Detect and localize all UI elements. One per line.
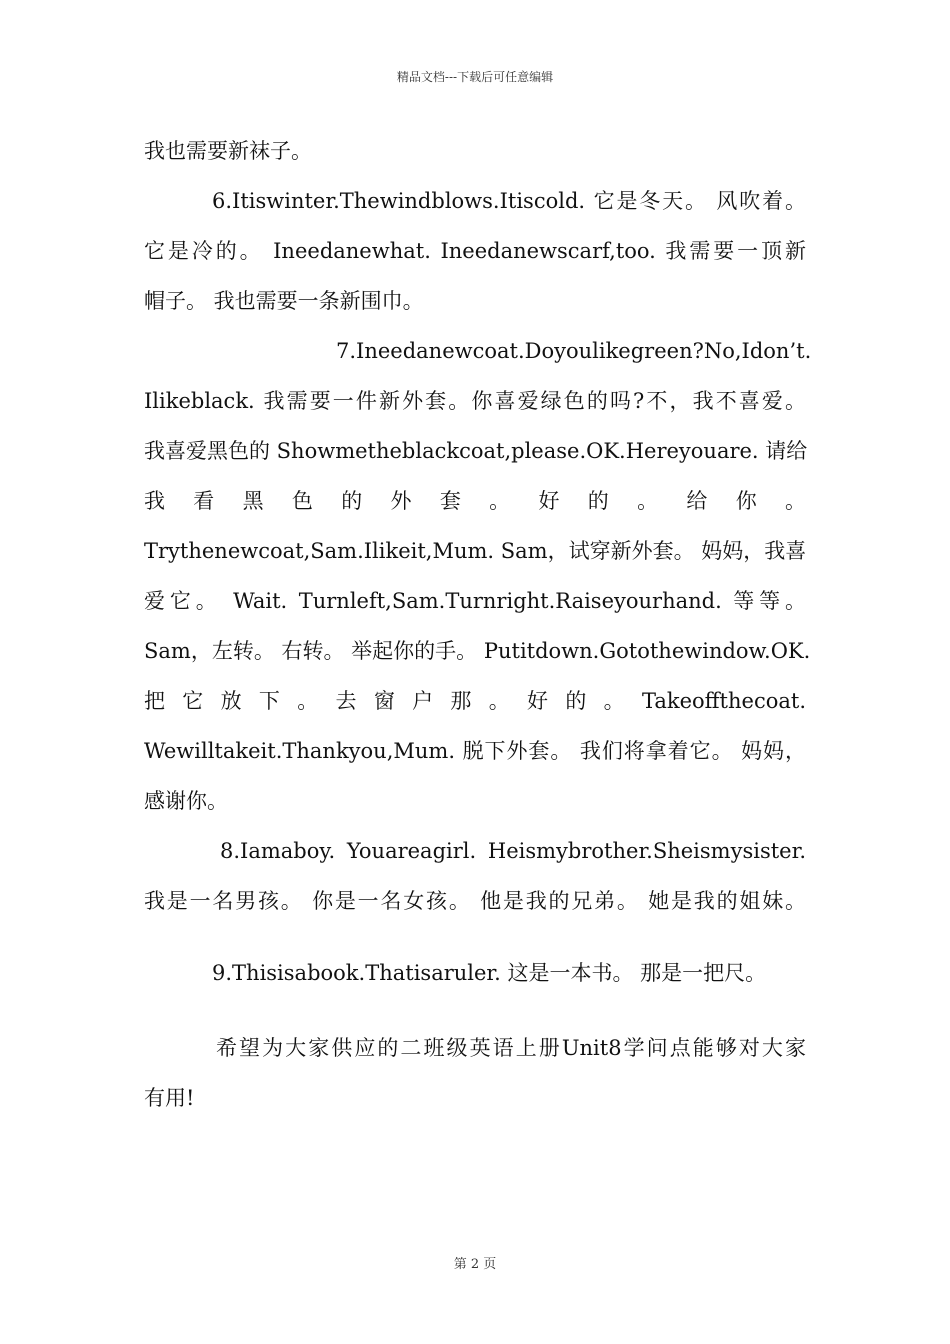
text-line: Wewilltakeit.Thankyou,Mum. 脱下外套。 我们将拿着它。 妈妈， (144, 739, 806, 763)
text-line: 7.Ineedanewcoat.Doyoulikegreen?No,Idon’t. (336, 339, 812, 363)
text-line: 6.Itiswinter.Thewindblows.Itiscold. 它是冬天。 风吹着。 (212, 189, 806, 213)
text-line: 9.Thisisabook.Thatisaruler. 这是一本书。 那是一把尺。 (212, 961, 767, 985)
text-line: 它是冷的。 Ineedanewhat. Ineedanewscarf,too. 我需要一顶新 (144, 239, 806, 263)
text-line: 帽子。 我也需要一条新围巾。 (144, 289, 424, 313)
text-line: Ilikeblack. 我需要一件新外套。你喜爱绿色的吗?不，我不喜爱。 (144, 389, 806, 413)
text-line: 希望为大家供应的二班级英语上册Unit8学问点能够对大家 (216, 1036, 806, 1060)
text-line: 感谢你。 (144, 789, 228, 813)
text-line: 我喜爱黑色的 Showmetheblackcoat,please.OK.Hereyouare. 请给 (144, 439, 808, 463)
text-line: 我是一名男孩。 你是一名女孩。 他是我的兄弟。 她是我的姐妹。 (144, 889, 806, 913)
text-line: Sam，左转。 右转。 举起你的手。 Putitdown.Gotothewindow.OK. (144, 639, 811, 663)
page-header: 精品文档---下载后可任意编辑 (396, 70, 554, 84)
page-number: 第 2 页 (453, 1257, 497, 1272)
text-line: 我也需要新袜子。 (144, 139, 312, 163)
text-line: Trythenewcoat,Sam.Ilikeit,Mum. Sam，试穿新外套。 妈妈，我喜 (144, 539, 807, 563)
text-line: 我 看 黑 色 的 外 套 。 好 的 。 给 你 。 (144, 489, 806, 513)
text-line: 把 它 放 下 。 去 窗 户 那 。 好 的 。 Takeoffthecoat. (144, 689, 806, 713)
text-line: 爱它。 Wait. Turnleft,Sam.Turnright.Raiseyourhand. 等等。 (144, 589, 806, 613)
text-line: 8.Iamaboy. Youareagirl. Heismybrother.Sheismysister. (220, 839, 806, 863)
text-line: 有用! (144, 1086, 195, 1110)
